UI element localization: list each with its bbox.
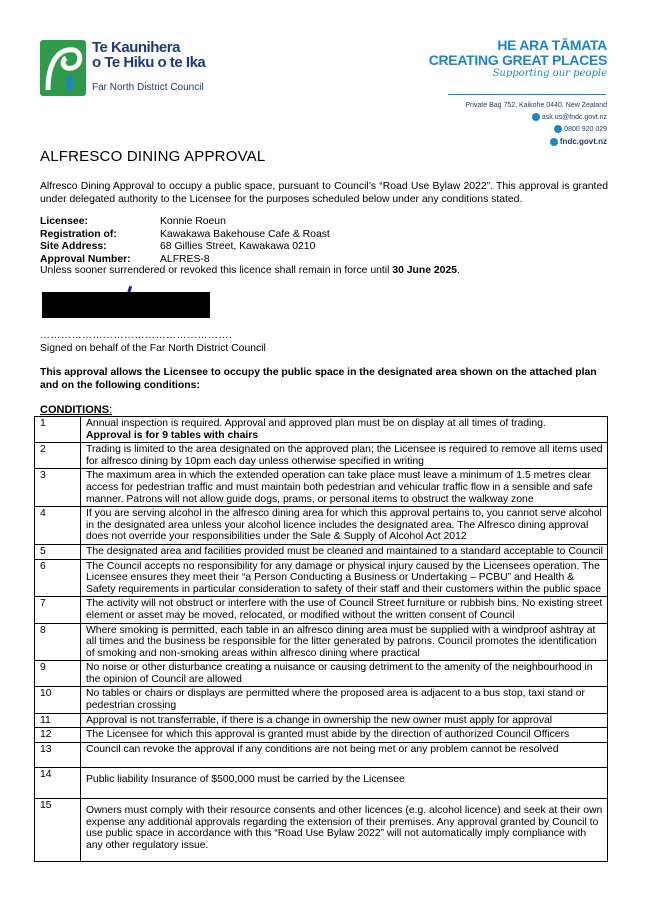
condition-number: 13: [35, 742, 81, 768]
condition-number: 1: [35, 417, 81, 443]
condition-text: Council can revoke the approval if any conditions are not being met or any problem cannot be resolved: [81, 742, 608, 768]
intro-paragraph: Alfresco Dining Approval to occupy a public space, pursuant to Council’s “Road Use Bylaw 2022”. This approval is granted under delegated authority to the Licensee for the purposes scheduled below under any conditions stated.: [40, 181, 608, 205]
field-site-address: Site Address: 68 Gillies Street, Kawakawa 0210: [40, 241, 316, 252]
council-logo: [40, 38, 220, 100]
condition-row: [35, 597, 608, 623]
tagline-english: CREATING GREAT PLACES: [428, 52, 607, 68]
condition-row: [35, 443, 608, 469]
condition-bold-note: Approval is for 9 tables with chairs: [86, 429, 259, 441]
condition-number: 9: [35, 661, 81, 687]
condition-text: Trading is limited to the area designated on the approved plan; the Licensee is required to remove all items used for alfresco dining by 10pm each day unless otherwise specified in writing: [81, 443, 608, 469]
condition-number: 4: [35, 507, 81, 545]
condition-text: No noise or other disturbance creating a nuisance or causing detriment to the amenity of the neighbourhood in the opinion of Council are allowed: [81, 661, 608, 687]
condition-number: 5: [35, 544, 81, 559]
redacted-signature: [42, 292, 210, 318]
brand-tagline: [407, 38, 607, 79]
condition-row: [35, 728, 608, 743]
condition-row: [35, 469, 608, 507]
validity-date: 30 June 2025: [392, 265, 458, 276]
condition-text: The activity will not obstruct or interfere with the use of Council Street furniture or rubbish bins. No existing street element or asset may be moved, relocated, or modified without the written consent of Council: [81, 597, 608, 623]
condition-row: [35, 687, 608, 713]
koru-logo-icon: [40, 40, 86, 96]
condition-number: 10: [35, 687, 81, 713]
council-name-english: Far North District Council: [92, 82, 204, 93]
condition-number: 14: [35, 768, 81, 799]
condition-row: [35, 742, 608, 768]
validity-statement: Unless sooner surrendered or revoked this licence shall remain in force until 30 June 2025.: [40, 265, 460, 276]
condition-text: The maximum area in which the extended operation can take place must leave a minimum of 1.5 metres clear access for pedestrian traffic and must maintain both pedestrian and vehicular traffic flow in a sensible and safe manner. Patrons will not allow guide dogs, prams, or personal items to obstruct the walkway zone: [81, 469, 608, 507]
approval-statement: This approval allows the Licensee to occupy the public space in the designated area shown on the attached plan and on the following conditions:: [40, 367, 597, 391]
condition-number: 15: [35, 799, 81, 862]
condition-row: [35, 507, 608, 545]
condition-text: The Council accepts no responsibility for any damage or physical injury caused by the Licensees operation. The Licensee ensures they meet their “a Person Conducting a Business or Undertaking – PCBU” and Health & Safety requirements in particular consideration to safety of their staff and their customers within the public space: [81, 559, 608, 597]
header-divider: [448, 94, 606, 95]
field-approval-number: Approval Number: ALFRES-8: [40, 253, 210, 265]
postal-address: Private Bag 752, Kaikohe 0440, New Zealand: [465, 102, 607, 109]
website-link[interactable]: fndc.govt.nz: [465, 136, 607, 148]
field-licensee: Licensee: Konnie Roeun: [40, 216, 226, 227]
email-contact[interactable]: ask.us@fndc.govt.nz: [465, 112, 607, 124]
page-title: ALFRESCO DINING APPROVAL: [40, 148, 266, 165]
condition-number: 12: [35, 728, 81, 743]
condition-row: [35, 623, 608, 661]
condition-number: 6: [35, 559, 81, 597]
signature-caption: Signed on behalf of the Far North District Council: [40, 343, 266, 354]
globe-icon: [550, 138, 558, 146]
tagline-maori: HE ARA TĀMATA: [497, 37, 607, 53]
contact-block: [465, 100, 607, 148]
condition-text: Annual inspection is required. Approval and approved plan must be on display at all times of trading. Approval is for 9 tables with chairs: [81, 417, 608, 443]
condition-row: [35, 713, 608, 728]
condition-number: 2: [35, 443, 81, 469]
condition-text: Public liability Insurance of $500,000 must be carried by the Licensee: [81, 768, 608, 799]
condition-number: 3: [35, 469, 81, 507]
phone-icon: [554, 125, 562, 133]
condition-number: 7: [35, 597, 81, 623]
conditions-heading: CONDITIONS:: [40, 404, 113, 416]
phone-contact[interactable]: 0800 920 029: [465, 124, 607, 136]
email-icon: [532, 113, 540, 121]
licence-details: [40, 216, 330, 266]
condition-text: The designated area and facilities provided must be cleaned and maintained to a standard acceptable to Council: [81, 544, 608, 559]
condition-text: Approval is not transferrable, if there is a change in ownership the new owner must apply for approval: [81, 713, 608, 728]
tagline-script: Supporting our people: [492, 68, 607, 79]
council-name-maori: Te Kaunihera o Te Hiku o te Ika: [92, 39, 206, 71]
condition-text: The Licensee for which this approval is granted must abide by the direction of authorized Council Officers: [81, 728, 608, 743]
condition-text: If you are serving alcohol in the alfresco dining area for which this approval pertains to, you cannot serve alcohol in the designated area unless your alcohol licence includes the designated area. The Alfresco dining approval does not override your responsibilities under the Sale & Supply of Alcohol Act 2012: [81, 507, 608, 545]
condition-row: [35, 768, 608, 799]
field-registration: Registration of: Kawakawa Bakehouse Cafe & Roast: [40, 228, 330, 240]
condition-text: Owners must comply with their resource consents and other licences (e.g. alcohol licence) and seek at their own expense any additional approvals regarding the extension of their premises. Any approval granted by Council to use public space in accordance with this “Road Use Bylaw 2022” will not automatically imply compliance with any other regulatory issue.: [81, 799, 608, 862]
condition-row: [35, 544, 608, 559]
condition-number: 8: [35, 623, 81, 661]
condition-text: Where smoking is permitted, each table in an alfresco dining area must be supplied with a windproof ashtray at all times and the business be responsible for the litter generated by patrons. Council promotes the identification of smoking and non-smoking areas within alfresco dining where practical: [81, 623, 608, 661]
condition-row: [35, 799, 608, 862]
condition-number: 11: [35, 713, 81, 728]
signature-line: ……………………………………………….: [40, 330, 233, 341]
conditions-table: [34, 416, 608, 862]
condition-row: [35, 661, 608, 687]
condition-text: No tables or chairs or displays are permitted where the proposed area is adjacent to a bus stop, taxi stand or pedestrian crossing: [81, 687, 608, 713]
condition-row: [35, 559, 608, 597]
condition-row: [35, 417, 608, 443]
